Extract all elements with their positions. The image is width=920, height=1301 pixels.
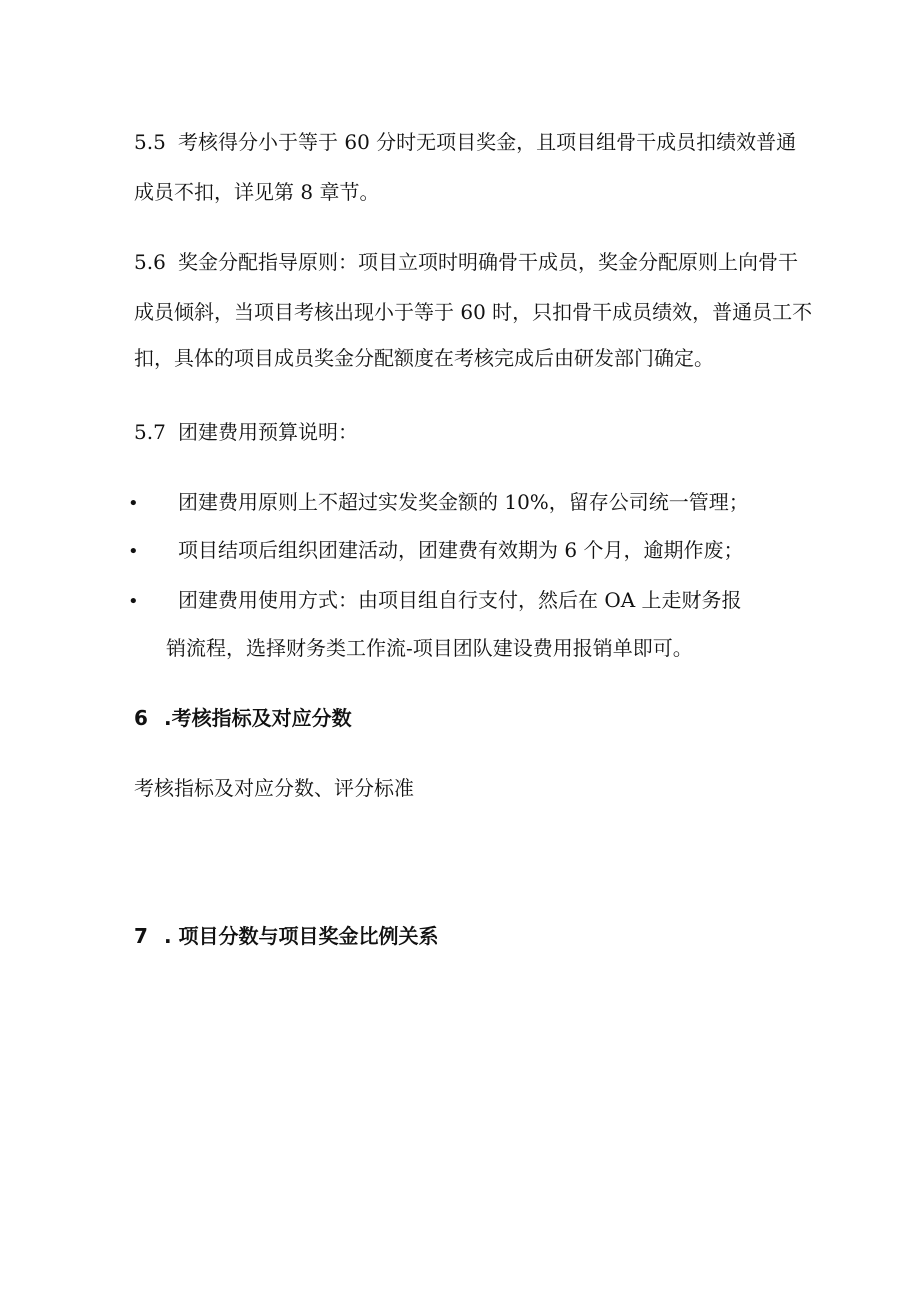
section-5-6-line-3: 扣，具体的项目成员奖金分配额度在考核完成后由研发部门确定。: [134, 346, 714, 370]
section-7-title: . 项目分数与项目奖金比例关系: [164, 924, 439, 948]
bullet-text-3-line-1: 团建费用使用方式：由项目组自行支付，然后在 OA 上走财务报: [178, 588, 742, 612]
section-7-heading: [134, 922, 439, 950]
section-5-6-text-1: 奖金分配指导原则：项目立项时明确骨干成员，奖金分配原则上向骨干: [178, 250, 798, 274]
section-5-5-line-2: 成员不扣，详见第 8 章节。: [134, 180, 380, 204]
section-5-7-title: 团建费用预算说明：: [178, 420, 358, 444]
section-6-title: .考核指标及对应分数: [164, 706, 352, 730]
section-5-5-number: 5.5: [134, 130, 166, 154]
section-7-number: 7: [134, 924, 148, 948]
section-6-body: 考核指标及对应分数、评分标准: [134, 776, 414, 800]
bullet-text-3-line-2: 销流程，选择财务类工作流-项目团队建设费用报销单即可。: [166, 636, 693, 660]
bullet-marker-1: •: [128, 493, 139, 514]
section-5-6-line-1: [134, 248, 798, 276]
section-5-7-line: [134, 418, 358, 446]
section-5-7-number: 5.7: [134, 420, 166, 444]
section-6-heading: [134, 704, 352, 732]
section-5-6-number: 5.6: [134, 250, 166, 274]
bullet-marker-3: •: [128, 591, 139, 612]
section-5-6-line-2: 成员倾斜，当项目考核出现小于等于 60 时，只扣骨干成员绩效，普通员工不: [134, 300, 813, 324]
bullet-text-2: 项目结项后组织团建活动，团建费有效期为 6 个月，逾期作废；: [178, 538, 744, 562]
bullet-marker-2: •: [128, 541, 139, 562]
section-5-5-text-1: 考核得分小于等于 60 分时无项目奖金，且项目组骨干成员扣绩效普通: [178, 130, 797, 154]
section-6-number: 6: [134, 706, 148, 730]
section-5-5-line-1: [134, 128, 796, 156]
bullet-text-1: 团建费用原则上不超过实发奖金额的 10%，留存公司统一管理；: [178, 490, 749, 514]
